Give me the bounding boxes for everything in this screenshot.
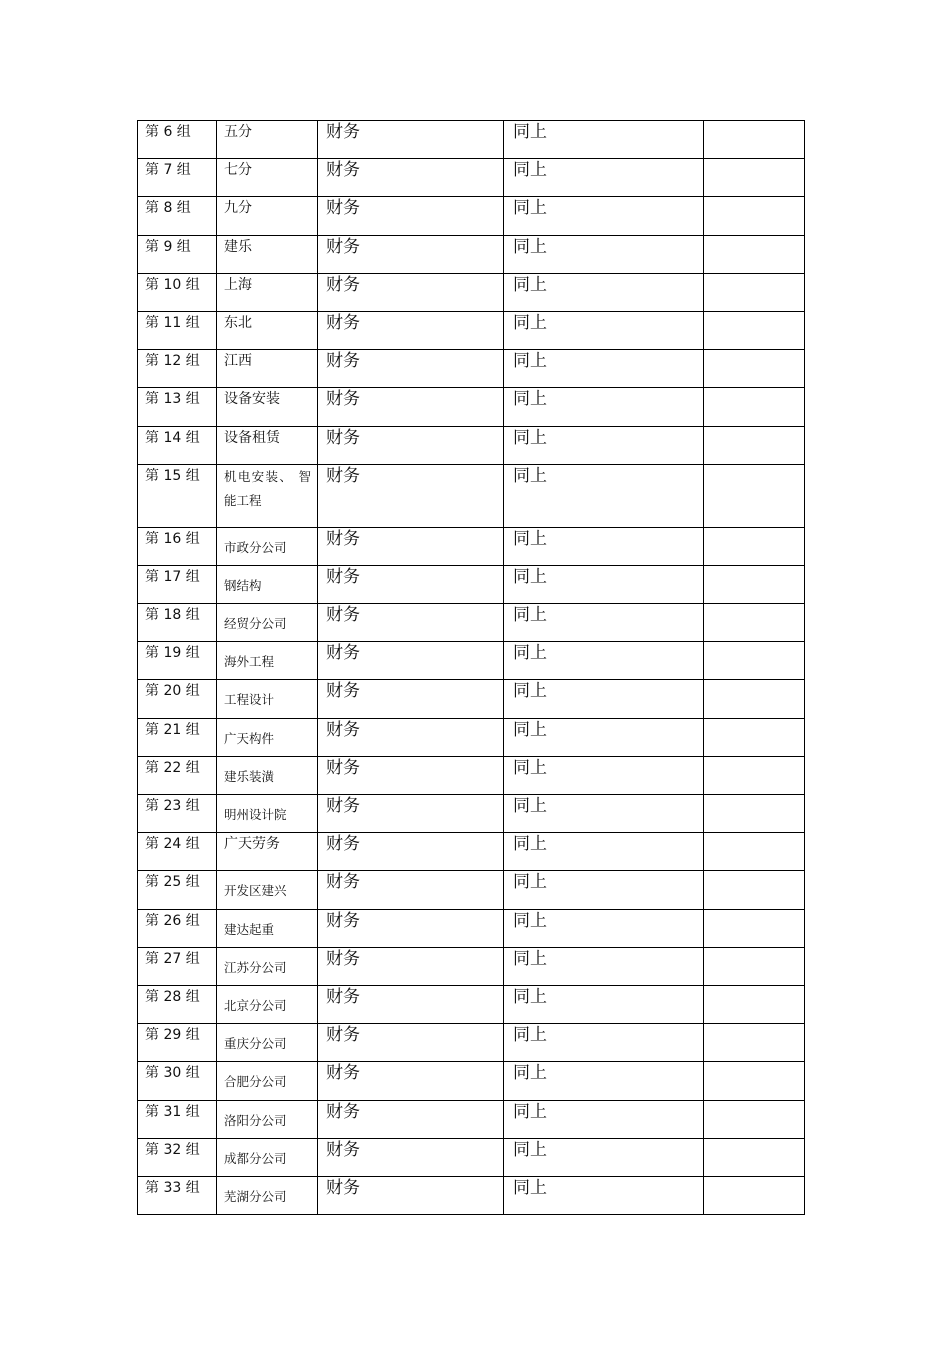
- note-cell-text: 同上: [513, 427, 547, 448]
- note-cell: [504, 1176, 704, 1214]
- group-cell: [138, 795, 217, 833]
- note-cell-text: 同上: [513, 719, 547, 740]
- note-cell: [504, 909, 704, 947]
- group-cell: [138, 947, 217, 985]
- department-cell-text: 财务: [326, 1025, 360, 1046]
- department-cell-text: 财务: [326, 796, 360, 816]
- department-cell-text: 财务: [326, 351, 360, 372]
- group-cell: [138, 426, 217, 464]
- extra-cell: [704, 527, 805, 565]
- group-cell: [138, 311, 217, 349]
- note-cell: [504, 795, 704, 833]
- group-cell-text: 第 6 组: [145, 124, 191, 140]
- group-cell-text: 第 26 组: [145, 912, 200, 929]
- group-cell: [138, 1024, 217, 1062]
- extra-cell: [704, 1176, 805, 1214]
- note-cell-text: 同上: [513, 986, 547, 1007]
- group-cell: [138, 1100, 217, 1138]
- table-row: [138, 1100, 805, 1138]
- unit-cell: [217, 909, 318, 947]
- extra-cell: [704, 350, 805, 388]
- group-cell-text: 第 17 组: [145, 568, 200, 585]
- extra-cell: [704, 680, 805, 718]
- group-cell: [138, 527, 217, 565]
- table-row: [138, 833, 805, 871]
- note-cell: [504, 1062, 704, 1100]
- note-cell: [504, 985, 704, 1023]
- extra-cell: [704, 718, 805, 756]
- group-cell: [138, 235, 217, 273]
- group-cell-text: 第 21 组: [145, 721, 200, 738]
- unit-cell: [217, 718, 318, 756]
- group-cell-text: 第 29 组: [145, 1027, 200, 1044]
- note-cell: [504, 311, 704, 349]
- note-cell: [504, 235, 704, 273]
- unit-cell: [217, 159, 318, 197]
- department-cell-text: 财务: [326, 160, 360, 181]
- group-cell: [138, 756, 217, 794]
- unit-cell-text: 广天构件: [224, 730, 275, 746]
- department-cell: [318, 680, 504, 718]
- table-row: [138, 527, 805, 565]
- extra-cell: [704, 464, 805, 527]
- department-cell: [318, 388, 504, 426]
- table-row: [138, 235, 805, 273]
- department-cell-text: 财务: [326, 566, 360, 587]
- group-cell-text: 第 12 组: [145, 353, 200, 370]
- unit-cell: [217, 388, 318, 426]
- group-cell: [138, 718, 217, 756]
- department-cell-text: 财务: [326, 427, 360, 448]
- unit-cell: [217, 947, 318, 985]
- assignment-table: [137, 120, 805, 1215]
- table-row: [138, 311, 805, 349]
- group-cell: [138, 680, 217, 718]
- unit-cell: [217, 1100, 318, 1138]
- department-cell: [318, 273, 504, 311]
- table-row: [138, 985, 805, 1023]
- table-row: [138, 604, 805, 642]
- note-cell: [504, 1100, 704, 1138]
- extra-cell: [704, 604, 805, 642]
- group-cell: [138, 1138, 217, 1176]
- unit-cell-text: 东北: [224, 314, 252, 331]
- unit-cell-text: 机电安装、 智能工程: [224, 468, 311, 508]
- group-cell: [138, 350, 217, 388]
- note-cell: [504, 871, 704, 909]
- unit-cell-text: 建乐: [224, 238, 252, 255]
- unit-cell: [217, 642, 318, 680]
- extra-cell: [704, 1138, 805, 1176]
- unit-cell: [217, 985, 318, 1023]
- group-cell: [138, 121, 217, 159]
- unit-cell-text: 九分: [224, 200, 252, 217]
- note-cell-text: 同上: [513, 757, 547, 778]
- note-cell: [504, 273, 704, 311]
- department-cell: [318, 121, 504, 159]
- unit-cell: [217, 1138, 318, 1176]
- unit-cell: [217, 464, 318, 527]
- table-row: [138, 756, 805, 794]
- extra-cell: [704, 947, 805, 985]
- department-cell: [318, 311, 504, 349]
- unit-cell: [217, 235, 318, 273]
- extra-cell: [704, 159, 805, 197]
- unit-cell-text: 建达起重: [224, 921, 275, 937]
- department-cell: [318, 464, 504, 527]
- unit-cell: [217, 604, 318, 642]
- group-cell-text: 第 13 组: [145, 391, 200, 408]
- group-cell-text: 第 23 组: [145, 798, 200, 814]
- note-cell: [504, 464, 704, 527]
- group-cell-text: 第 14 组: [145, 429, 200, 446]
- note-cell-text: 同上: [513, 122, 547, 142]
- extra-cell: [704, 909, 805, 947]
- extra-cell: [704, 1024, 805, 1062]
- note-cell-text: 同上: [513, 1025, 547, 1046]
- group-cell: [138, 1176, 217, 1214]
- group-cell-text: 第 27 组: [145, 950, 200, 967]
- unit-cell-text: 广天劳务: [224, 836, 280, 853]
- note-cell-text: 同上: [513, 465, 547, 486]
- department-cell-text: 财务: [326, 528, 360, 549]
- table-row: [138, 426, 805, 464]
- department-cell: [318, 833, 504, 871]
- extra-cell: [704, 311, 805, 349]
- unit-cell: [217, 1062, 318, 1100]
- note-cell-text: 同上: [513, 872, 547, 893]
- note-cell: [504, 426, 704, 464]
- group-cell: [138, 642, 217, 680]
- group-cell-text: 第 7 组: [145, 162, 191, 179]
- note-cell-text: 同上: [513, 312, 547, 333]
- note-cell-text: 同上: [513, 274, 547, 295]
- group-cell: [138, 159, 217, 197]
- group-cell: [138, 909, 217, 947]
- note-cell: [504, 642, 704, 680]
- department-cell-text: 财务: [326, 834, 360, 855]
- table-row: [138, 718, 805, 756]
- unit-cell-text: 明州设计院: [224, 807, 287, 822]
- table-row: [138, 121, 805, 159]
- table-row: [138, 350, 805, 388]
- department-cell: [318, 1024, 504, 1062]
- group-cell: [138, 871, 217, 909]
- group-cell-text: 第 28 组: [145, 988, 200, 1005]
- note-cell-text: 同上: [513, 566, 547, 587]
- department-cell-text: 财务: [326, 236, 360, 257]
- department-cell-text: 财务: [326, 757, 360, 778]
- department-cell: [318, 795, 504, 833]
- unit-cell-text: 洛阳分公司: [224, 1112, 287, 1128]
- group-cell-text: 第 31 组: [145, 1103, 200, 1120]
- unit-cell-text: 江苏分公司: [224, 959, 287, 975]
- department-cell: [318, 426, 504, 464]
- unit-cell-text: 重庆分公司: [224, 1036, 287, 1052]
- unit-cell: [217, 871, 318, 909]
- unit-cell: [217, 1176, 318, 1214]
- department-cell-text: 财务: [326, 389, 360, 410]
- extra-cell: [704, 388, 805, 426]
- department-cell-text: 财务: [326, 872, 360, 893]
- unit-cell-text: 市政分公司: [224, 539, 287, 555]
- department-cell-text: 财务: [326, 643, 360, 664]
- group-cell: [138, 273, 217, 311]
- department-cell: [318, 159, 504, 197]
- group-cell: [138, 197, 217, 235]
- unit-cell-text: 上海: [224, 276, 252, 293]
- unit-cell-text: 开发区建兴: [224, 883, 287, 899]
- department-cell: [318, 350, 504, 388]
- note-cell-text: 同上: [513, 1063, 547, 1084]
- unit-cell-text: 工程设计: [224, 692, 275, 708]
- department-cell: [318, 947, 504, 985]
- note-cell: [504, 680, 704, 718]
- note-cell-text: 同上: [513, 910, 547, 931]
- note-cell: [504, 197, 704, 235]
- department-cell-text: 财务: [326, 1177, 360, 1198]
- group-cell: [138, 1062, 217, 1100]
- group-cell-text: 第 30 组: [145, 1065, 200, 1082]
- table-row: [138, 947, 805, 985]
- group-cell: [138, 833, 217, 871]
- unit-cell-text: 经贸分公司: [224, 616, 287, 632]
- unit-cell: [217, 527, 318, 565]
- note-cell-text: 同上: [513, 351, 547, 372]
- unit-cell: [217, 350, 318, 388]
- unit-cell: [217, 197, 318, 235]
- table-row: [138, 273, 805, 311]
- extra-cell: [704, 833, 805, 871]
- note-cell: [504, 350, 704, 388]
- note-cell-text: 同上: [513, 681, 547, 702]
- department-cell: [318, 235, 504, 273]
- department-cell-text: 财务: [326, 1101, 360, 1122]
- note-cell-text: 同上: [513, 1177, 547, 1198]
- department-cell: [318, 718, 504, 756]
- extra-cell: [704, 642, 805, 680]
- extra-cell: [704, 235, 805, 273]
- extra-cell: [704, 426, 805, 464]
- group-cell: [138, 985, 217, 1023]
- department-cell: [318, 1062, 504, 1100]
- group-cell-text: 第 24 组: [145, 836, 200, 853]
- unit-cell: [217, 121, 318, 159]
- unit-cell: [217, 426, 318, 464]
- department-cell-text: 财务: [326, 986, 360, 1007]
- unit-cell: [217, 833, 318, 871]
- extra-cell: [704, 1100, 805, 1138]
- note-cell-text: 同上: [513, 796, 547, 816]
- department-cell-text: 财务: [326, 948, 360, 969]
- group-cell-text: 第 8 组: [145, 200, 191, 217]
- table-row: [138, 388, 805, 426]
- note-cell-text: 同上: [513, 160, 547, 181]
- group-cell-text: 第 16 组: [145, 530, 200, 547]
- unit-cell-text: 芜湖分公司: [224, 1188, 287, 1204]
- note-cell-text: 同上: [513, 236, 547, 257]
- note-cell-text: 同上: [513, 948, 547, 969]
- unit-cell-text: 合肥分公司: [224, 1074, 287, 1090]
- table-row: [138, 197, 805, 235]
- note-cell-text: 同上: [513, 1101, 547, 1122]
- group-cell-text: 第 15 组: [145, 467, 200, 484]
- department-cell: [318, 1138, 504, 1176]
- table-row: [138, 464, 805, 527]
- note-cell: [504, 718, 704, 756]
- group-cell-text: 第 9 组: [145, 238, 191, 255]
- department-cell: [318, 1100, 504, 1138]
- note-cell-text: 同上: [513, 605, 547, 626]
- note-cell: [504, 1024, 704, 1062]
- note-cell-text: 同上: [513, 834, 547, 855]
- unit-cell: [217, 565, 318, 603]
- unit-cell: [217, 311, 318, 349]
- unit-cell-text: 设备租赁: [224, 429, 280, 446]
- unit-cell-text: 北京分公司: [224, 997, 287, 1013]
- table-row: [138, 1176, 805, 1214]
- unit-cell: [217, 756, 318, 794]
- group-cell-text: 第 25 组: [145, 874, 200, 891]
- unit-cell: [217, 273, 318, 311]
- table-row: [138, 1062, 805, 1100]
- note-cell-text: 同上: [513, 198, 547, 219]
- department-cell-text: 财务: [326, 122, 360, 142]
- group-cell: [138, 464, 217, 527]
- department-cell: [318, 756, 504, 794]
- unit-cell-text: 建乐装潢: [224, 768, 275, 784]
- group-cell-text: 第 32 组: [145, 1141, 200, 1158]
- department-cell-text: 财务: [326, 719, 360, 740]
- table-row: [138, 871, 805, 909]
- group-cell: [138, 388, 217, 426]
- unit-cell-text: 成都分公司: [224, 1150, 287, 1166]
- unit-cell-text: 江西: [224, 353, 252, 370]
- group-cell-text: 第 19 组: [145, 645, 200, 662]
- department-cell-text: 财务: [326, 274, 360, 295]
- unit-cell: [217, 1024, 318, 1062]
- group-cell-text: 第 33 组: [145, 1179, 200, 1196]
- note-cell: [504, 527, 704, 565]
- note-cell: [504, 121, 704, 159]
- note-cell: [504, 565, 704, 603]
- department-cell-text: 财务: [326, 681, 360, 702]
- note-cell-text: 同上: [513, 389, 547, 410]
- extra-cell: [704, 121, 805, 159]
- group-cell-text: 第 22 组: [145, 759, 200, 776]
- table-row: [138, 795, 805, 833]
- unit-cell-text: 七分: [224, 162, 252, 179]
- department-cell: [318, 985, 504, 1023]
- note-cell: [504, 1138, 704, 1176]
- note-cell: [504, 756, 704, 794]
- unit-cell: [217, 680, 318, 718]
- table-row: [138, 159, 805, 197]
- department-cell-text: 财务: [326, 312, 360, 333]
- unit-cell: [217, 795, 318, 833]
- department-cell-text: 财务: [326, 605, 360, 626]
- unit-cell-text: 钢结构: [224, 577, 262, 593]
- group-cell-text: 第 18 组: [145, 607, 200, 624]
- table-row: [138, 565, 805, 603]
- unit-cell-text: 设备安装: [224, 391, 280, 408]
- group-cell: [138, 604, 217, 642]
- extra-cell: [704, 273, 805, 311]
- department-cell-text: 财务: [326, 910, 360, 931]
- department-cell-text: 财务: [326, 1139, 360, 1160]
- note-cell: [504, 159, 704, 197]
- group-cell-text: 第 10 组: [145, 276, 200, 293]
- note-cell-text: 同上: [513, 643, 547, 664]
- group-cell-text: 第 11 组: [145, 314, 200, 331]
- department-cell-text: 财务: [326, 1063, 360, 1084]
- department-cell: [318, 871, 504, 909]
- note-cell: [504, 833, 704, 871]
- department-cell-text: 财务: [326, 198, 360, 219]
- table-row: [138, 642, 805, 680]
- department-cell: [318, 604, 504, 642]
- extra-cell: [704, 565, 805, 603]
- table-row: [138, 909, 805, 947]
- table-body: [138, 121, 805, 1215]
- extra-cell: [704, 1062, 805, 1100]
- extra-cell: [704, 795, 805, 833]
- group-cell: [138, 565, 217, 603]
- department-cell: [318, 197, 504, 235]
- extra-cell: [704, 197, 805, 235]
- note-cell: [504, 947, 704, 985]
- department-cell: [318, 642, 504, 680]
- group-cell-text: 第 20 组: [145, 683, 200, 700]
- department-cell: [318, 527, 504, 565]
- extra-cell: [704, 756, 805, 794]
- table-row: [138, 1024, 805, 1062]
- department-cell: [318, 1176, 504, 1214]
- department-cell: [318, 909, 504, 947]
- note-cell-text: 同上: [513, 528, 547, 549]
- extra-cell: [704, 985, 805, 1023]
- note-cell: [504, 388, 704, 426]
- department-cell-text: 财务: [326, 465, 360, 486]
- unit-cell-text: 五分: [224, 124, 252, 140]
- table-row: [138, 680, 805, 718]
- table-row: [138, 1138, 805, 1176]
- note-cell: [504, 604, 704, 642]
- unit-cell-text: 海外工程: [224, 654, 275, 670]
- extra-cell: [704, 871, 805, 909]
- department-cell: [318, 565, 504, 603]
- note-cell-text: 同上: [513, 1139, 547, 1160]
